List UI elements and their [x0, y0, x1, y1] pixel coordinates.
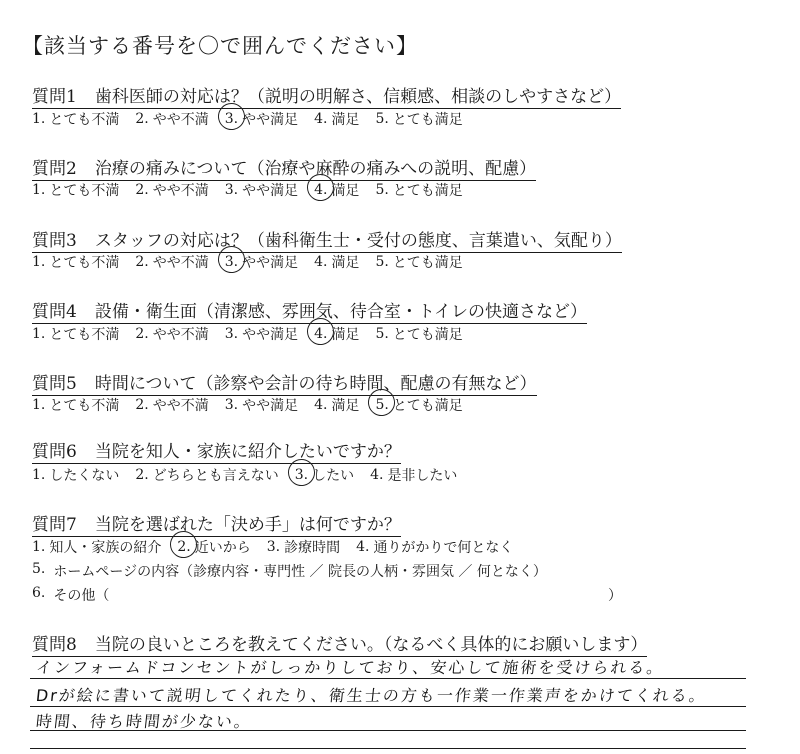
- option-selected[interactable]: 5. とても満足: [375, 397, 463, 414]
- option[interactable]: 3. やや満足: [224, 182, 299, 199]
- question-number: 質問6: [32, 442, 77, 462]
- question-text: 当院の良いところを教えてください。（なるべく具体的にお願いします）: [94, 635, 648, 655]
- question-5-title: [32, 369, 537, 396]
- option[interactable]: 4. 満足: [314, 111, 360, 128]
- question-number: 質問3: [32, 231, 77, 251]
- question-text: 歯科医師の対応は？（説明の明解さ、信頼感、相談のしやすさなど）: [94, 87, 622, 107]
- question-7-option-5[interactable]: 5. ホームページの内容（診療内容・専門性 ／ 院長の人柄・雰囲気 ／ 何となく）: [32, 561, 547, 580]
- handwritten-answer-line: 時間、待ち時間が少ない。: [34, 712, 253, 731]
- question-6-options: [32, 465, 473, 485]
- question-text: 治療の痛みについて（治療や麻酔の痛みへの説明、配慮）: [94, 159, 537, 179]
- other-close-paren: ）: [608, 588, 622, 604]
- handwritten-answer-line: インフォームドコンセントがしっかりしており、安心して施術を受けられる。: [34, 658, 666, 677]
- option[interactable]: 4. 満足: [314, 397, 360, 414]
- option[interactable]: 2. どちらとも言えない: [135, 467, 279, 484]
- question-1-options: [32, 109, 479, 129]
- question-text: 設備・衛生面（清潔感、雰囲気、待合室・トイレの快適さなど）: [94, 302, 587, 322]
- answer-rule: [30, 748, 746, 749]
- question-4-title: [32, 297, 587, 324]
- question-1-title: [32, 82, 621, 109]
- handwritten-answer-line: Drが絵に書いて説明してくれたり、衛生士の方も一作業一作業声をかけてくれる。: [34, 686, 708, 705]
- question-text: スタッフの対応は？（歯科衛生士・受付の態度、言葉遣い、気配り）: [94, 231, 622, 251]
- option-selected[interactable]: 2. 近いから: [177, 539, 251, 556]
- question-text: 当院を選ばれた「決め手」は何ですか？: [94, 515, 401, 535]
- option[interactable]: 4. 通りがかりで何となく: [356, 539, 514, 556]
- option[interactable]: 3. やや満足: [224, 397, 299, 414]
- option[interactable]: 1. とても不満: [32, 326, 120, 343]
- question-3-options: [32, 252, 479, 272]
- option-selected[interactable]: 4. 満足: [314, 326, 360, 343]
- question-text: 当院を知人・家族に紹介したいですか？: [94, 442, 401, 462]
- option-selected[interactable]: 3. やや満足: [224, 111, 299, 128]
- question-number: 質問7: [32, 515, 77, 535]
- answer-rule: [30, 706, 746, 707]
- option[interactable]: 5. とても満足: [375, 326, 463, 343]
- question-7-options: [32, 537, 529, 557]
- question-2-title: [32, 154, 536, 181]
- option[interactable]: 2. やや不満: [135, 254, 209, 271]
- question-8-title: [32, 630, 647, 657]
- option[interactable]: 2. やや不満: [135, 326, 209, 343]
- option[interactable]: 1. 知人・家族の紹介: [32, 539, 162, 556]
- option[interactable]: 1. とても不満: [32, 397, 120, 414]
- instruction-header: 【該当する番号を〇で囲んでください】: [22, 34, 418, 58]
- question-number: 質問2: [32, 159, 77, 179]
- option[interactable]: 1. とても不満: [32, 111, 120, 128]
- option[interactable]: 1. とても不満: [32, 182, 120, 199]
- option[interactable]: 1. したくない: [32, 467, 120, 484]
- question-number: 質問4: [32, 302, 77, 322]
- option-selected[interactable]: 4. 満足: [314, 182, 360, 199]
- option[interactable]: 2. やや不満: [135, 182, 209, 199]
- question-number: 質問8: [32, 635, 77, 655]
- option[interactable]: 4. 是非したい: [370, 467, 458, 484]
- question-7-option-6[interactable]: 6. その他（: [32, 585, 110, 604]
- option[interactable]: 1. とても不満: [32, 254, 120, 271]
- option[interactable]: 3. やや満足: [224, 326, 299, 343]
- answer-rule: [30, 730, 746, 731]
- option[interactable]: 5. とても満足: [375, 182, 463, 199]
- option[interactable]: 5. とても満足: [375, 111, 463, 128]
- question-2-options: [32, 180, 479, 200]
- question-text: 時間について（診察や会計の待ち時間、配慮の有無など）: [94, 374, 537, 394]
- option[interactable]: 2. やや不満: [135, 397, 209, 414]
- option-selected[interactable]: 3. したい: [294, 467, 355, 484]
- question-5-options: [32, 395, 479, 415]
- question-3-title: [32, 226, 622, 253]
- question-6-title: [32, 437, 401, 464]
- option[interactable]: 2. やや不満: [135, 111, 209, 128]
- answer-rule: [30, 678, 746, 679]
- option-selected[interactable]: 3. やや満足: [224, 254, 299, 271]
- question-number: 質問5: [32, 374, 77, 394]
- option[interactable]: 4. 満足: [314, 254, 360, 271]
- question-4-options: [32, 324, 479, 344]
- option[interactable]: 3. 診療時間: [266, 539, 341, 556]
- question-7-title: [32, 510, 401, 537]
- option[interactable]: 5. とても満足: [375, 254, 463, 271]
- question-number: 質問1: [32, 87, 77, 107]
